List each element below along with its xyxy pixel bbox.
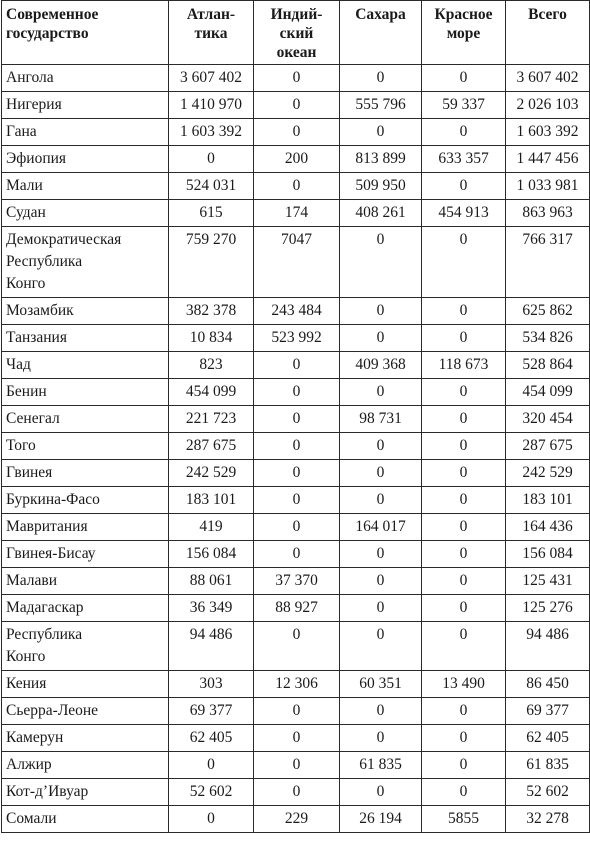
value-cell: 200 <box>254 146 340 173</box>
value-cell: 555 796 <box>340 92 422 119</box>
value-cell: 88 927 <box>254 595 340 622</box>
table-row <box>2 325 590 352</box>
value-cell: 0 <box>340 568 422 595</box>
value-cell: 0 <box>340 698 422 725</box>
value-cell: 7047 <box>254 227 340 298</box>
value-cell: 0 <box>422 622 506 671</box>
value-cell: 0 <box>422 514 506 541</box>
table-row <box>2 622 590 671</box>
country-cell: Мавритания <box>2 514 169 541</box>
value-cell: 0 <box>340 595 422 622</box>
value-cell: 0 <box>254 541 340 568</box>
value-cell: 59 337 <box>422 92 506 119</box>
value-cell: 156 084 <box>169 541 254 568</box>
value-cell: 0 <box>422 119 506 146</box>
value-cell: 1 603 392 <box>169 119 254 146</box>
value-cell: 382 378 <box>169 298 254 325</box>
value-cell: 0 <box>254 752 340 779</box>
value-cell: 287 675 <box>169 433 254 460</box>
value-cell: 5855 <box>422 806 506 833</box>
value-cell: 0 <box>422 433 506 460</box>
country-cell: Танзания <box>2 325 169 352</box>
country-cell: Алжир <box>2 752 169 779</box>
value-cell: 174 <box>254 200 340 227</box>
value-cell: 183 101 <box>506 487 590 514</box>
value-cell: 287 675 <box>506 433 590 460</box>
value-cell: 0 <box>254 698 340 725</box>
country-cell: Гвинея <box>2 460 169 487</box>
country-cell: Кот-д’Ивуар <box>2 779 169 806</box>
value-cell: 12 306 <box>254 671 340 698</box>
value-cell: 0 <box>254 352 340 379</box>
table-row <box>2 487 590 514</box>
value-cell: 0 <box>340 379 422 406</box>
country-cell: Республика Конго <box>2 622 169 671</box>
table-row <box>2 568 590 595</box>
table-row <box>2 514 590 541</box>
value-cell: 3 607 402 <box>169 65 254 92</box>
value-cell: 0 <box>254 487 340 514</box>
value-cell: 0 <box>169 752 254 779</box>
value-cell: 26 194 <box>340 806 422 833</box>
value-cell: 61 835 <box>506 752 590 779</box>
value-cell: 454 099 <box>169 379 254 406</box>
value-cell: 36 349 <box>169 595 254 622</box>
header-cell: Красное море <box>422 1 506 65</box>
value-cell: 0 <box>254 379 340 406</box>
value-cell: 94 486 <box>169 622 254 671</box>
value-cell: 0 <box>254 119 340 146</box>
value-cell: 409 368 <box>340 352 422 379</box>
value-cell: 52 602 <box>169 779 254 806</box>
country-cell: Гана <box>2 119 169 146</box>
value-cell: 454 913 <box>422 200 506 227</box>
value-cell: 0 <box>340 622 422 671</box>
value-cell: 69 377 <box>169 698 254 725</box>
table-row <box>2 379 590 406</box>
value-cell: 60 351 <box>340 671 422 698</box>
value-cell: 0 <box>422 568 506 595</box>
country-cell: Сенегал <box>2 406 169 433</box>
header-cell: Атлан- тика <box>169 1 254 65</box>
table-row <box>2 119 590 146</box>
country-cell: Эфиопия <box>2 146 169 173</box>
country-cell: Демократическая Республика Конго <box>2 227 169 298</box>
value-cell: 320 454 <box>506 406 590 433</box>
value-cell: 1 447 456 <box>506 146 590 173</box>
value-cell: 10 834 <box>169 325 254 352</box>
value-cell: 242 529 <box>506 460 590 487</box>
table-row <box>2 200 590 227</box>
table-body <box>2 65 590 833</box>
table-header <box>2 1 590 65</box>
value-cell: 0 <box>169 146 254 173</box>
value-cell: 98 731 <box>340 406 422 433</box>
value-cell: 183 101 <box>169 487 254 514</box>
value-cell: 52 602 <box>506 779 590 806</box>
value-cell: 243 484 <box>254 298 340 325</box>
table-row <box>2 779 590 806</box>
value-cell: 813 899 <box>340 146 422 173</box>
country-cell: Того <box>2 433 169 460</box>
country-cell: Нигерия <box>2 92 169 119</box>
value-cell: 0 <box>422 595 506 622</box>
value-cell: 0 <box>422 325 506 352</box>
value-cell: 408 261 <box>340 200 422 227</box>
value-cell: 0 <box>340 460 422 487</box>
country-cell: Сомали <box>2 806 169 833</box>
value-cell: 0 <box>340 487 422 514</box>
slave-exports-table <box>1 0 590 833</box>
value-cell: 0 <box>169 806 254 833</box>
value-cell: 88 061 <box>169 568 254 595</box>
value-cell: 1 033 981 <box>506 173 590 200</box>
value-cell: 62 405 <box>506 725 590 752</box>
value-cell: 0 <box>254 173 340 200</box>
value-cell: 0 <box>340 65 422 92</box>
value-cell: 0 <box>422 487 506 514</box>
value-cell: 823 <box>169 352 254 379</box>
header-cell: Индий- ский океан <box>254 1 340 65</box>
value-cell: 523 992 <box>254 325 340 352</box>
value-cell: 0 <box>340 119 422 146</box>
value-cell: 61 835 <box>340 752 422 779</box>
value-cell: 37 370 <box>254 568 340 595</box>
value-cell: 69 377 <box>506 698 590 725</box>
table-row <box>2 173 590 200</box>
value-cell: 303 <box>169 671 254 698</box>
country-cell: Ангола <box>2 65 169 92</box>
country-cell: Судан <box>2 200 169 227</box>
value-cell: 0 <box>422 541 506 568</box>
country-cell: Сьерра-Леоне <box>2 698 169 725</box>
value-cell: 0 <box>254 460 340 487</box>
table-row <box>2 541 590 568</box>
value-cell: 125 431 <box>506 568 590 595</box>
value-cell: 509 950 <box>340 173 422 200</box>
country-cell: Мозамбик <box>2 298 169 325</box>
value-cell: 1 410 970 <box>169 92 254 119</box>
table-row <box>2 671 590 698</box>
country-cell: Мали <box>2 173 169 200</box>
value-cell: 0 <box>422 406 506 433</box>
value-cell: 62 405 <box>169 725 254 752</box>
value-cell: 164 017 <box>340 514 422 541</box>
value-cell: 0 <box>254 725 340 752</box>
value-cell: 242 529 <box>169 460 254 487</box>
value-cell: 221 723 <box>169 406 254 433</box>
table-row <box>2 725 590 752</box>
table-row <box>2 698 590 725</box>
value-cell: 32 278 <box>506 806 590 833</box>
value-cell: 0 <box>340 541 422 568</box>
country-cell: Чад <box>2 352 169 379</box>
value-cell: 759 270 <box>169 227 254 298</box>
value-cell: 156 084 <box>506 541 590 568</box>
table-row <box>2 460 590 487</box>
value-cell: 86 450 <box>506 671 590 698</box>
country-cell: Малави <box>2 568 169 595</box>
country-cell: Гвинея-Бисау <box>2 541 169 568</box>
header-cell: Сахара <box>340 1 422 65</box>
value-cell: 1 603 392 <box>506 119 590 146</box>
value-cell: 0 <box>422 227 506 298</box>
value-cell: 633 357 <box>422 146 506 173</box>
value-cell: 3 607 402 <box>506 65 590 92</box>
table-row <box>2 227 590 298</box>
table-row <box>2 752 590 779</box>
value-cell: 0 <box>340 725 422 752</box>
table-row <box>2 65 590 92</box>
value-cell: 0 <box>340 779 422 806</box>
value-cell: 766 317 <box>506 227 590 298</box>
header-row <box>2 1 590 65</box>
table-row <box>2 433 590 460</box>
value-cell: 0 <box>340 433 422 460</box>
header-cell: Современное государство <box>2 1 169 65</box>
value-cell: 0 <box>254 65 340 92</box>
table-row <box>2 352 590 379</box>
country-cell: Камерун <box>2 725 169 752</box>
country-cell: Бенин <box>2 379 169 406</box>
value-cell: 0 <box>422 752 506 779</box>
value-cell: 528 864 <box>506 352 590 379</box>
value-cell: 454 099 <box>506 379 590 406</box>
value-cell: 94 486 <box>506 622 590 671</box>
value-cell: 0 <box>422 779 506 806</box>
value-cell: 615 <box>169 200 254 227</box>
value-cell: 0 <box>254 779 340 806</box>
value-cell: 524 031 <box>169 173 254 200</box>
value-cell: 0 <box>422 725 506 752</box>
value-cell: 0 <box>422 298 506 325</box>
country-cell: Буркина-Фасо <box>2 487 169 514</box>
table-row <box>2 806 590 833</box>
value-cell: 229 <box>254 806 340 833</box>
value-cell: 0 <box>422 460 506 487</box>
country-cell: Мадагаскар <box>2 595 169 622</box>
value-cell: 0 <box>422 65 506 92</box>
value-cell: 13 490 <box>422 671 506 698</box>
value-cell: 534 826 <box>506 325 590 352</box>
table-row <box>2 595 590 622</box>
table-row <box>2 146 590 173</box>
value-cell: 0 <box>254 622 340 671</box>
table-row <box>2 92 590 119</box>
value-cell: 0 <box>254 433 340 460</box>
value-cell: 0 <box>254 514 340 541</box>
value-cell: 0 <box>254 92 340 119</box>
header-cell: Всего <box>506 1 590 65</box>
value-cell: 863 963 <box>506 200 590 227</box>
value-cell: 2 026 103 <box>506 92 590 119</box>
value-cell: 0 <box>422 173 506 200</box>
value-cell: 0 <box>254 406 340 433</box>
value-cell: 125 276 <box>506 595 590 622</box>
value-cell: 164 436 <box>506 514 590 541</box>
country-cell: Кения <box>2 671 169 698</box>
value-cell: 0 <box>340 227 422 298</box>
value-cell: 0 <box>340 325 422 352</box>
value-cell: 419 <box>169 514 254 541</box>
value-cell: 0 <box>340 298 422 325</box>
table-row <box>2 406 590 433</box>
value-cell: 625 862 <box>506 298 590 325</box>
value-cell: 0 <box>422 379 506 406</box>
value-cell: 118 673 <box>422 352 506 379</box>
table-row <box>2 298 590 325</box>
value-cell: 0 <box>422 698 506 725</box>
